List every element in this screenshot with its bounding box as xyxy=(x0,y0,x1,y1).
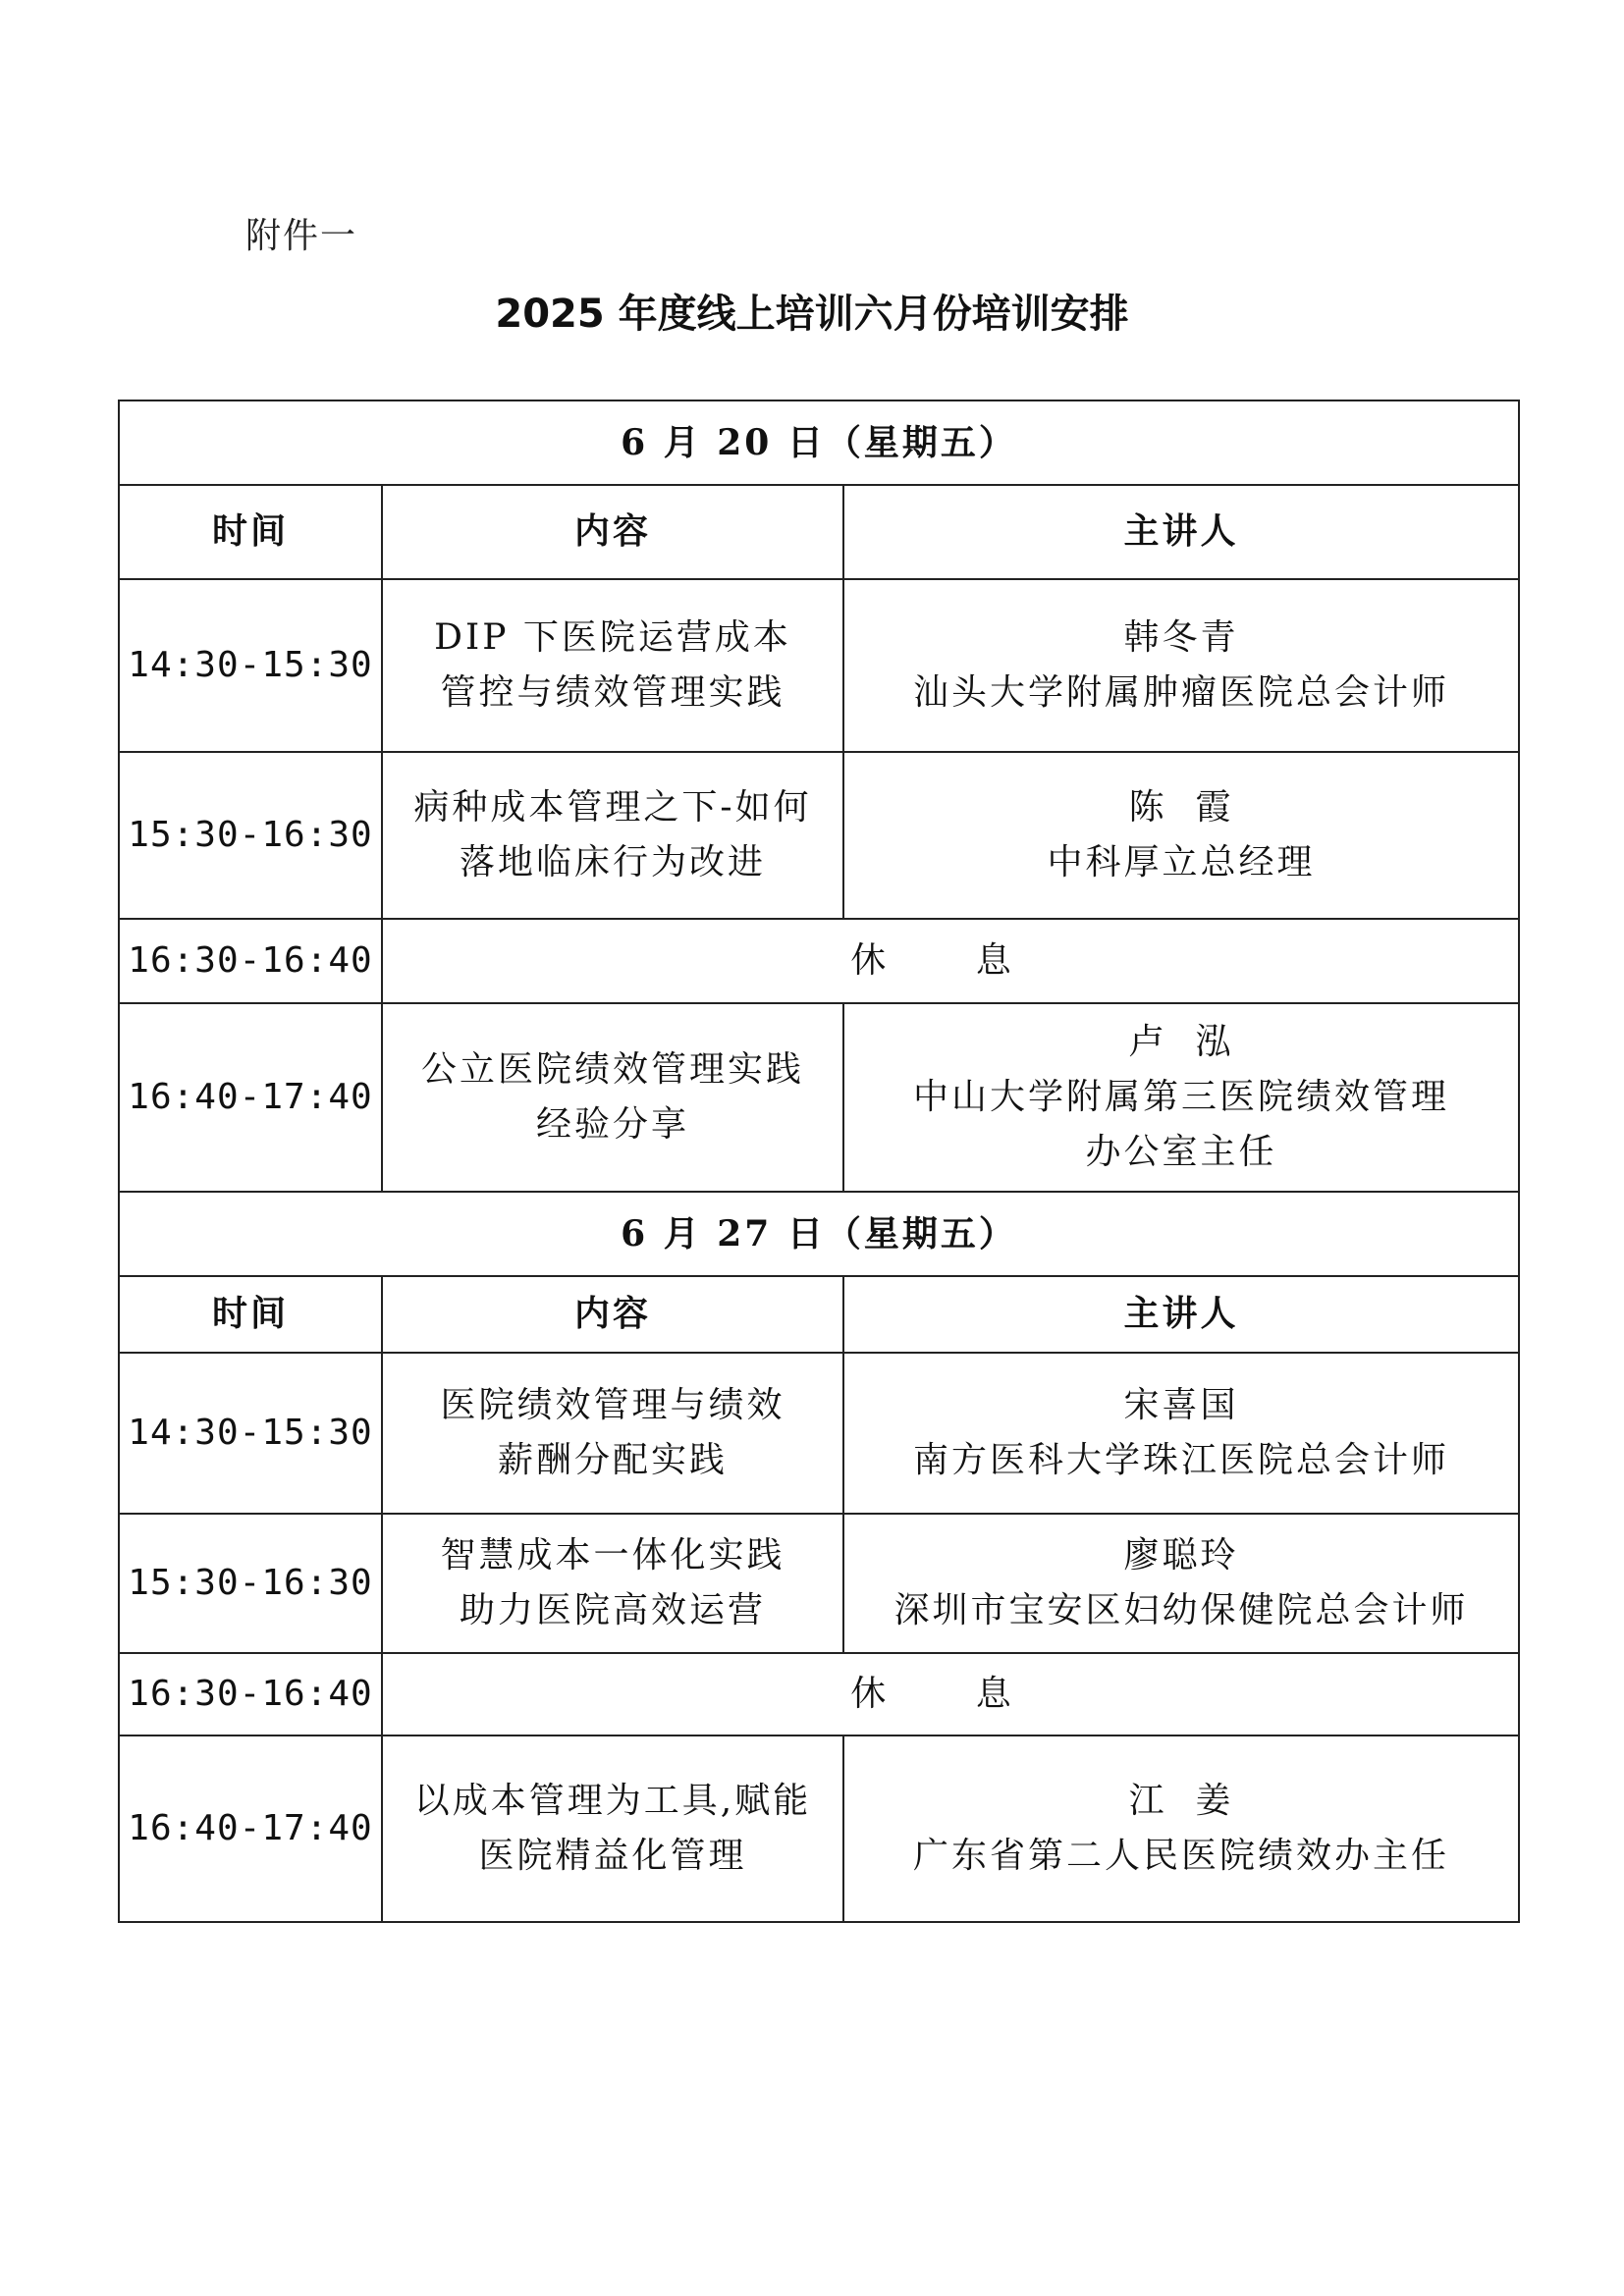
speaker-name: 宋喜国 xyxy=(1123,1385,1239,1425)
session-speaker xyxy=(843,579,1519,752)
speaker-title: 中山大学附属第三医院绩效管理 xyxy=(913,1077,1450,1117)
speaker-title: 汕头大学附属肿瘤医院总会计师 xyxy=(913,672,1450,713)
topic-line: 助力医院高效运营 xyxy=(459,1590,766,1630)
session-time: 15:30-16:30 xyxy=(119,1514,382,1653)
session-speaker xyxy=(843,1003,1519,1192)
header-speaker: 主讲人 xyxy=(843,1276,1519,1353)
session-time: 14:30-15:30 xyxy=(119,579,382,752)
topic-line: 管控与绩效管理实践 xyxy=(440,672,785,713)
topic-line: 智慧成本一体化实践 xyxy=(440,1535,785,1575)
column-header-row xyxy=(119,485,1519,579)
speaker-name: 江 姜 xyxy=(1128,1781,1234,1821)
day-header-row xyxy=(119,1192,1519,1276)
session-speaker xyxy=(843,1735,1519,1922)
session-time: 16:30-16:40 xyxy=(119,919,382,1003)
header-speaker: 主讲人 xyxy=(843,485,1519,579)
session-topic xyxy=(382,1003,843,1192)
session-topic xyxy=(382,1735,843,1922)
session-topic xyxy=(382,1353,843,1514)
break-row xyxy=(119,919,1519,1003)
session-speaker xyxy=(843,1514,1519,1653)
header-topic: 内容 xyxy=(382,485,843,579)
session-row xyxy=(119,752,1519,919)
column-header-row xyxy=(119,1276,1519,1353)
day-date: 6 月 27 日（星期五） xyxy=(119,1192,1519,1276)
session-row xyxy=(119,579,1519,752)
topic-line: 病种成本管理之下-如何 xyxy=(413,787,812,828)
session-topic xyxy=(382,752,843,919)
topic-line: 医院精益化管理 xyxy=(478,1836,747,1876)
session-time: 16:40-17:40 xyxy=(119,1003,382,1192)
break-text: 休 息 xyxy=(850,940,1051,981)
day-date: 6 月 20 日（星期五） xyxy=(119,400,1519,485)
attachment-label: 附件一 xyxy=(245,216,358,256)
session-row xyxy=(119,1735,1519,1922)
speaker-title: 深圳市宝安区妇幼保健院总会计师 xyxy=(893,1590,1469,1630)
speaker-title: 中科厚立总经理 xyxy=(1047,842,1316,882)
header-topic: 内容 xyxy=(382,1276,843,1353)
session-time: 15:30-16:30 xyxy=(119,752,382,919)
session-row xyxy=(119,1003,1519,1192)
speaker-name: 陈 霞 xyxy=(1128,787,1234,828)
topic-line: 薪酬分配实践 xyxy=(497,1440,728,1480)
break-label xyxy=(382,919,1519,1003)
break-label xyxy=(382,1653,1519,1735)
speaker-name: 韩冬青 xyxy=(1123,617,1239,658)
header-time: 时间 xyxy=(119,1276,382,1353)
session-speaker xyxy=(843,1353,1519,1514)
topic-line: 以成本管理为工具,赋能 xyxy=(413,1781,812,1821)
document-title: 2025 年度线上培训六月份培训安排 xyxy=(495,292,1129,337)
session-topic xyxy=(382,579,843,752)
session-row xyxy=(119,1514,1519,1653)
session-speaker xyxy=(843,752,1519,919)
break-text: 休 息 xyxy=(850,1674,1051,1714)
day-header-row xyxy=(119,400,1519,485)
speaker-name: 廖聪玲 xyxy=(1123,1535,1239,1575)
topic-line: 经验分享 xyxy=(535,1104,689,1145)
training-schedule-table xyxy=(118,400,1520,1923)
session-time: 14:30-15:30 xyxy=(119,1353,382,1514)
speaker-title: 广东省第二人民医院绩效办主任 xyxy=(913,1836,1450,1876)
header-time: 时间 xyxy=(119,485,382,579)
session-row xyxy=(119,1353,1519,1514)
session-time: 16:30-16:40 xyxy=(119,1653,382,1735)
session-time: 16:40-17:40 xyxy=(119,1735,382,1922)
speaker-title: 办公室主任 xyxy=(1085,1132,1277,1172)
speaker-title: 南方医科大学珠江医院总会计师 xyxy=(913,1440,1450,1480)
topic-line: DIP 下医院运营成本 xyxy=(434,617,791,658)
session-topic xyxy=(382,1514,843,1653)
topic-line: 公立医院绩效管理实践 xyxy=(420,1049,804,1090)
speaker-name: 卢 泓 xyxy=(1128,1022,1234,1062)
topic-line: 医院绩效管理与绩效 xyxy=(440,1385,785,1425)
break-row xyxy=(119,1653,1519,1735)
topic-line: 落地临床行为改进 xyxy=(459,842,766,882)
